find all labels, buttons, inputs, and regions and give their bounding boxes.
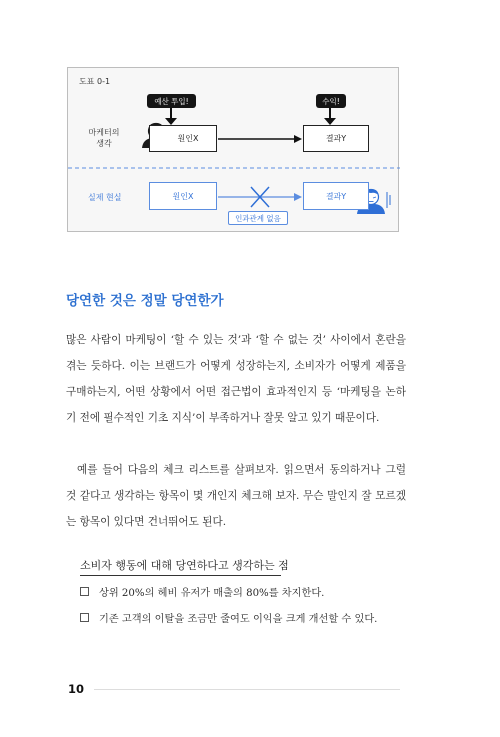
budget-input-tag: 예산 투입! [147,94,196,108]
checklist-title: 소비자 행동에 대해 당연하다고 생각하는 점 [80,559,289,572]
page-number: 10 [68,682,85,696]
reality-label: 실제 현실 [88,193,122,202]
checklist-item [80,583,324,599]
reality-effect-y-box: 결과Y [303,182,369,210]
figure-label: 도표 0-1 [79,77,111,86]
checklist-item-text: 상위 20%의 헤비 유저가 매출의 80%를 차지한다. [99,587,325,599]
no-causation-tag: 인과관계 없음 [228,211,288,225]
reality-arrow-head [294,193,302,201]
profit-tag: 수익! [316,94,346,108]
effect-y-box: 결과Y [303,125,369,152]
body-paragraph-2: 예를 들어 다음의 체크 리스트를 살펴보자. 읽으면서 동의하거나 그럴 것 같다고 생각하는 항목이 몇 개인지 체크해 보자. 무슨 말인지 잘 모르겠는 항목이 있다면 건너뛰어도 된다. [66,464,406,528]
footer-rule [94,689,400,690]
output-arrow-head [324,118,336,125]
checklist-item-text: 기존 고객의 이탈을 조금만 줄여도 이익을 크게 개선할 수 있다. [99,613,378,625]
checkbox-icon [80,587,89,596]
marketer-thinking-label [78,127,130,149]
marketer-label-line1: 마케터의 [88,128,120,137]
reality-cause-x-box: 원인X [149,182,217,210]
body-paragraph-1: 많은 사람이 마케팅이 ‘할 수 있는 것’과 ‘할 수 없는 것’ 사이에서 혼란을 겪는 듯하다. 이는 브랜드가 어떻게 성장하는지, 소비자가 어떻게 제품을 구매하는지, 어떤 상황에서 어떤 접근법이 효과적인지 등 ‘마케팅을 논하기 전에 필수적인 기초 지식’이 부족하거나 잘못 알고 있기 때문이다. [66,334,406,424]
causation-arrow-head [294,135,302,143]
checklist-item [80,609,377,625]
checkbox-icon [80,613,89,622]
section-heading: 당연한 것은 정말 당연한가 [66,293,224,309]
diagram-figure [67,67,399,232]
input-arrow-head [165,118,177,125]
cause-x-label: 원인X [177,134,199,143]
cause-x-box [149,125,217,152]
marketer-label-line2: 생각 [96,139,112,148]
checklist-title-underline [80,575,281,576]
